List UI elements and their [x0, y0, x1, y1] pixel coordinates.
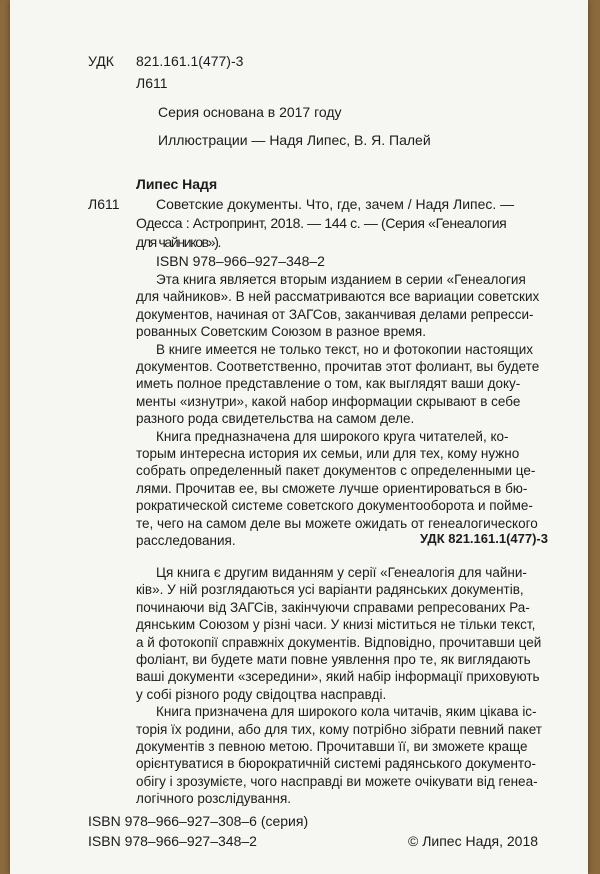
biblio-line: Советские документы. Что, где, зачем / Надя Липес. — [156, 196, 515, 212]
annotation-line: документів з певною метою. Прочитавши її, ви зможете краще [136, 739, 528, 755]
isbn-book: ISBN 978–966–927–348–2 [88, 833, 257, 849]
annotation-line: иметь полное представление о том, как выглядят ваши доку- [136, 376, 521, 392]
annotation-line: у собі різного роду свідоцтва насправді. [136, 686, 387, 702]
annotation-line: фоліант, ви будете мати повне уявлення про те, як виглядають [136, 652, 531, 668]
annotation-line: торія їх родини, або для тих, кому потрібно зібрати певний пакет [136, 721, 542, 737]
annotation-line: а й фотокопії справжніх документів. Відповідно, прочитавши цей [136, 634, 542, 650]
annotation-ua [136, 564, 566, 808]
annotation-line: рократической системе советского документооборота и пойме- [136, 498, 533, 514]
series-note: Серия основана в 2017 году [158, 104, 342, 120]
annotation-line: документов, начиная от ЗАГСов, заканчивая делами репресси- [136, 306, 534, 322]
annotation-line: Ця книга є другим виданням у серії «Генеалогія для чайни- [156, 565, 527, 580]
annotation-ru [136, 271, 566, 550]
annotation-line: дянським Союзом у різні часи. У книзі міститься не тільки текст, [136, 617, 536, 633]
annotation-line: Книга предназначена для широкого круга читателей, ко- [156, 428, 509, 444]
annotation-line: Книга призначена для широкого кола читачів, яким цікава іс- [156, 704, 537, 720]
annotation-line: те, чего на самом деле вы можете ожидать от генеалогического [136, 515, 538, 531]
bbk-code: Л611 [136, 75, 168, 91]
annotation-line: собрать определенный пакет документов с определенными це- [136, 463, 536, 479]
annotation-line: для чайников». В ней рассматриваются все вариации советских [136, 289, 540, 305]
card-code: Л611 [88, 196, 120, 212]
annotation-line: документов. Соответственно, прочитав этот фолиант, вы будете [136, 359, 540, 375]
annotation-line: лями. Прочитав ее, вы сможете лучше ориентироваться в бю- [136, 480, 528, 496]
annotation-line: В книге имеется не только текст, но и фотокопии настоящих [156, 341, 534, 357]
illustrations-credit: Иллюстрации — Надя Липес, В. Я. Палей [158, 132, 431, 148]
isbn-card: ISBN 978–966–927–348–2 [156, 253, 325, 269]
imprint-page [10, 0, 588, 874]
copyright-notice: © Липес Надя, 2018 [408, 833, 539, 849]
annotation-line: торым интересна история их семьи, или для тех, кому нужно [136, 446, 520, 462]
annotation-line: логічного розслідування. [136, 791, 291, 807]
annotation-line: Эта книга является вторым изданием в серии «Генеалогия [156, 272, 526, 287]
annotation-line: расследования. [136, 533, 236, 549]
biblio-line: для чайников»). [136, 234, 221, 250]
annotation-line: обігу і зрозумієте, чого насправді ви можете очікувати від генеа- [136, 773, 538, 789]
biblio-line: Одесса : Астропринт, 2018. — 144 с. — (Серия «Генеалогия [136, 215, 507, 231]
udc-bottom: УДК 821.161.1(477)-3 [420, 531, 548, 546]
annotation-line: разного рода свидетельства на самом деле. [136, 411, 415, 427]
annotation-line: рованных Советским Союзом в разное время. [136, 324, 426, 340]
annotation-line: менты «изнутри», какой набор информации скрывают в себе [136, 393, 521, 409]
author-name: Липес Надя [136, 176, 218, 192]
annotation-line: ків». У ній розглядаються усі варіанти радянських документів, [136, 582, 524, 598]
annotation-line: орієнтуватися в бюрократичній системі радянського документо- [136, 756, 536, 772]
bibliographic-entry [136, 195, 562, 252]
annotation-line: починаючи від ЗАГСів, закінчуючи справами репресованих Ра- [136, 599, 530, 615]
annotation-line: ваші документи «зсередини», який набір інформації приховують [136, 669, 540, 685]
udc-code: 821.161.1(477)-3 [136, 53, 244, 69]
udc-label: УДК [88, 53, 114, 69]
isbn-series: ISBN 978–966–927–308–6 (серия) [88, 813, 309, 829]
